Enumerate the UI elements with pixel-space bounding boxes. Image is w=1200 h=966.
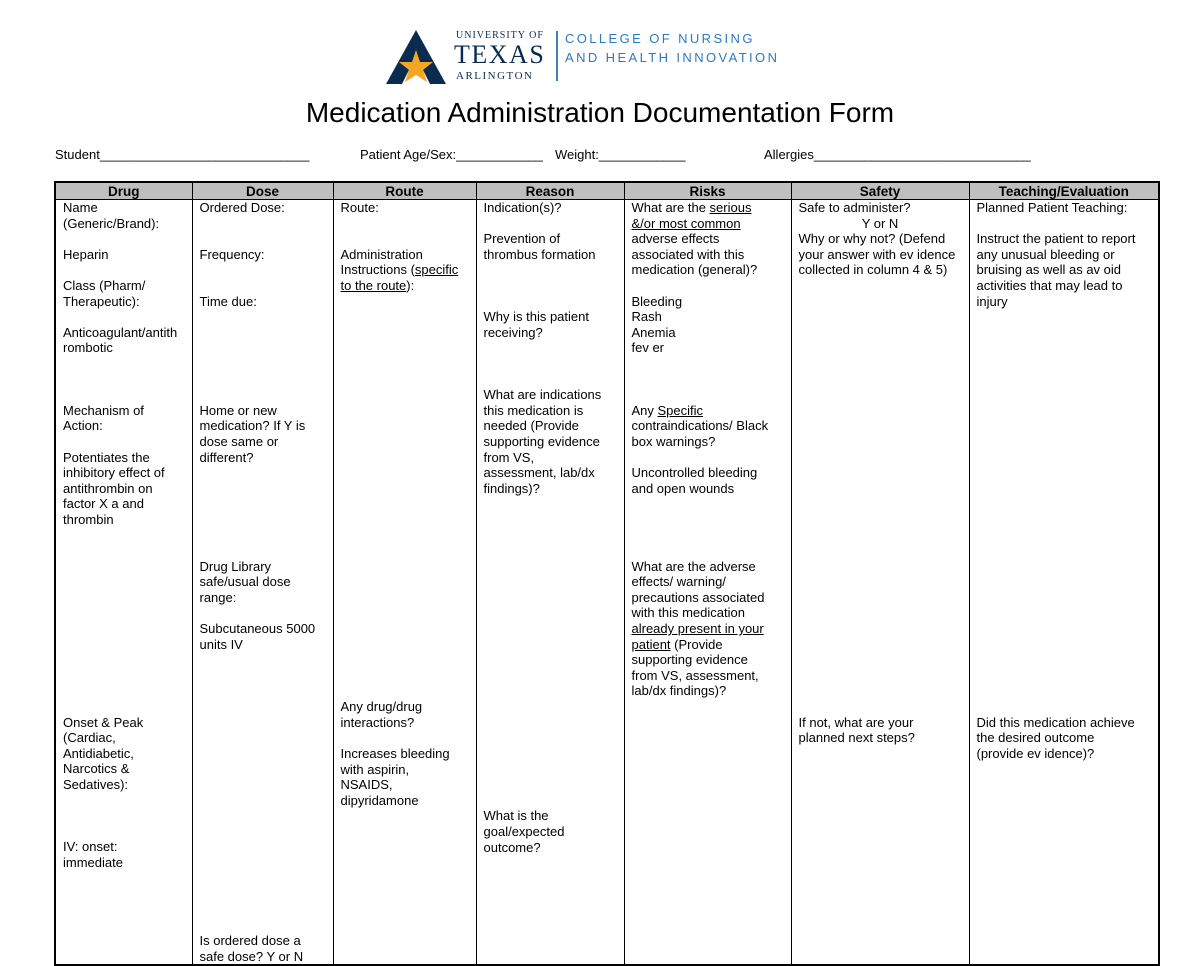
page-title: Medication Administration Documentation Form [305,97,895,128]
safety-administer-question: Safe to administer? [798,200,911,215]
dose-library-value: Subcutaneous 5000 [199,621,316,637]
dose-library-label: safe/usual dose [199,574,291,590]
reason-needed-question: from VS, [483,449,535,465]
logo-arlington: ARLINGTON [456,70,534,82]
drug-onset-label: Narcotics & [63,761,130,777]
dose-home-new-question: Home or new [199,402,277,418]
risks-contra-question [632,403,784,419]
drug-name-label: Name [63,200,98,215]
risks-effect: Rash [631,309,662,325]
route-interactions-question: Any drug/drug [340,699,423,715]
drug-cell[interactable] [55,200,192,966]
reason-why-question: Why is this patient [483,309,589,325]
safety-why-question: Why or why not? (Defend [798,231,946,247]
drug-moa-label: Mechanism of [63,402,144,418]
risks-adverse-underlined-2: patient [631,636,671,652]
header-safety: Safety [791,182,969,200]
drug-onset-value-2: immediate [63,855,123,871]
drug-onset-label: Sedatives): [63,777,129,793]
route-interactions-value: Increases bleeding [340,745,450,761]
drug-moa-value: inhibitory effect of [63,465,165,481]
risks-effect: fev er [631,340,665,356]
safety-next-steps-question: If not, what are your [798,714,914,730]
allergies-field[interactable]: Allergies______________________________ [764,147,1031,162]
route-admin-text-2: ): [406,277,415,293]
teaching-instruction: injury [976,293,1008,309]
risks-q1-text: What are the [631,200,710,215]
risks-adverse-question: with this medication [631,605,745,621]
risks-adverse-underlined: already present in your [631,621,764,637]
logo-college-line-2: AND HEALTH INNOVATION [565,50,780,65]
dose-home-new-question: different? [199,449,254,465]
risks-common-question-underlined: &/or most common [631,215,741,231]
route-interactions-value: with aspirin, [340,761,410,777]
risks-contra-question: contraindications/ Black [631,418,769,434]
route-admin-underlined: specific [414,262,459,278]
route-interactions-question-2: interactions? [340,714,415,730]
header-risks: Risks [624,182,791,200]
reason-indication-value-2: thrombus formation [483,246,596,262]
risks-adverse-question: precautions associated [631,589,765,605]
drug-class-label-2: Therapeutic): [63,293,140,309]
ut-a-star-icon [386,30,446,86]
route-admin-underlined-2: to the route [340,277,407,293]
header-dose: Dose [192,182,333,200]
table-row [55,200,1159,966]
teaching-cell[interactable] [969,200,1159,966]
route-interactions-value: dipyridamone [340,792,419,808]
university-logo [386,28,826,86]
dose-cell[interactable] [192,200,333,966]
drug-class-label: Class (Pharm/ [63,277,146,293]
student-field[interactable]: Student_____________________________ [55,147,310,162]
medication-form-table [54,181,1160,966]
patient-age-sex-field[interactable]: Patient Age/Sex:____________ [360,147,543,162]
drug-moa-value: factor X a and [63,496,144,512]
reason-why-question-2: receiving? [483,324,543,340]
drug-moa-label-2: Action: [63,418,103,434]
risks-contra-text: Any [631,402,658,418]
risks-adverse-question: effects/ warning/ [631,574,726,590]
risks-effect: Bleeding [631,293,683,309]
risks-adverse-question: from VS, assessment, [631,667,759,683]
risks-adverse-text: (Provide [670,636,723,652]
teaching-outcome-question: (provide ev idence)? [976,745,1095,761]
risks-contra-question: box warnings? [631,433,716,449]
teaching-instruction: activities that may lead to [976,277,1123,293]
route-cell[interactable] [333,200,476,966]
route-admin-label: Administration [340,246,423,262]
dose-library-value: units IV [199,636,243,652]
logo-texas: TEXAS [454,40,546,69]
risks-effect: Anemia [631,324,676,340]
route-admin-label-2 [341,262,469,278]
reason-needed-question: supporting evidence [483,433,600,449]
risks-contra-value: and open wounds [631,480,735,496]
reason-needed-question: assessment, lab/dx [483,465,595,481]
dose-home-new-question: dose same or [199,433,279,449]
teaching-instruction: Instruct the patient to report [976,231,1136,247]
teaching-instruction: bruising as well as av oid [976,262,1122,278]
teaching-outcome-question: Did this medication achieve [976,714,1135,730]
safety-why-question: collected in column 4 & 5) [798,262,948,278]
drug-onset-label: (Cardiac, [63,730,116,746]
reason-indication-value: Prevention of [483,231,561,247]
reason-needed-question: this medication is [483,402,584,418]
header-drug: Drug [55,182,192,200]
dose-frequency-label: Frequency: [199,246,265,262]
risks-common-question [632,200,784,216]
route-interactions-value: NSAIDS, [340,777,393,793]
table-header-row [55,182,1159,200]
risks-adverse-question: supporting evidence [631,652,748,668]
reason-goal-question: outcome? [483,839,541,855]
reason-goal-question: goal/expected [483,823,565,839]
reason-needed-question: findings)? [483,480,540,496]
drug-moa-value: thrombin [63,511,114,527]
risks-contra-underlined: Specific [657,402,704,418]
dose-ordered-label: Ordered Dose: [199,200,285,215]
reason-needed-question: What are indications [483,387,602,403]
drug-onset-value: IV: onset: [63,839,118,855]
dose-safe-question-2: safe dose? Y or N [199,948,304,964]
risks-common-question: associated with this [631,246,745,262]
risks-adverse-question: lab/dx findings)? [631,683,727,699]
logo-university-of: UNIVERSITY OF [456,30,544,41]
drug-onset-label: Antidiabetic, [63,745,134,761]
drug-class-value-2: rombotic [63,340,113,356]
drug-moa-value: antithrombin on [63,480,153,496]
drug-class-value: Anticoagulant/antith [63,324,178,340]
dose-time-due-label: Time due: [199,293,257,309]
reason-needed-question: needed (Provide [483,418,579,434]
drug-onset-label: Onset & Peak [63,714,144,730]
logo-divider [556,31,558,81]
header-reason: Reason [476,182,624,200]
header-route: Route [333,182,476,200]
logo-college-line-1: COLLEGE OF NURSING [565,31,755,46]
dose-library-label: range: [199,589,237,605]
safety-cell[interactable] [791,200,969,966]
weight-field[interactable]: Weight:____________ [555,147,686,162]
reason-cell[interactable] [476,200,624,966]
safety-yes-no: Y or N [861,215,899,231]
risks-contra-value: Uncontrolled bleeding [631,465,758,481]
drug-moa-value: Potentiates the [63,449,150,465]
risks-cell[interactable] [624,200,791,966]
teaching-outcome-question: the desired outcome [976,730,1095,746]
risks-adverse-question [632,637,784,653]
route-admin-label-3 [341,278,469,294]
risks-adverse-question: What are the adverse [631,558,756,574]
dose-library-label: Drug Library [199,558,272,574]
safety-why-question: your answer with ev idence [798,246,956,262]
route-label: Route: [340,200,379,215]
header-teaching-evaluation: Teaching/Evaluation [969,182,1159,200]
reason-indication-label: Indication(s)? [483,200,562,215]
reason-goal-question: What is the [483,808,549,824]
teaching-planned-label: Planned Patient Teaching: [976,200,1128,215]
teaching-instruction: any unusual bleeding or [976,246,1115,262]
safety-next-steps-question: planned next steps? [798,730,915,746]
dose-safe-question: Is ordered dose a [199,933,301,949]
drug-name-value: Heparin [63,246,109,262]
risks-common-question: medication (general)? [631,262,758,278]
route-admin-text: Instructions ( [340,262,415,278]
drug-name-label-2: (Generic/Brand): [63,215,160,231]
risks-q1-underlined: serious [709,200,752,215]
risks-common-question: adverse effects [631,231,720,247]
dose-home-new-question: medication? If Y is [199,418,306,434]
